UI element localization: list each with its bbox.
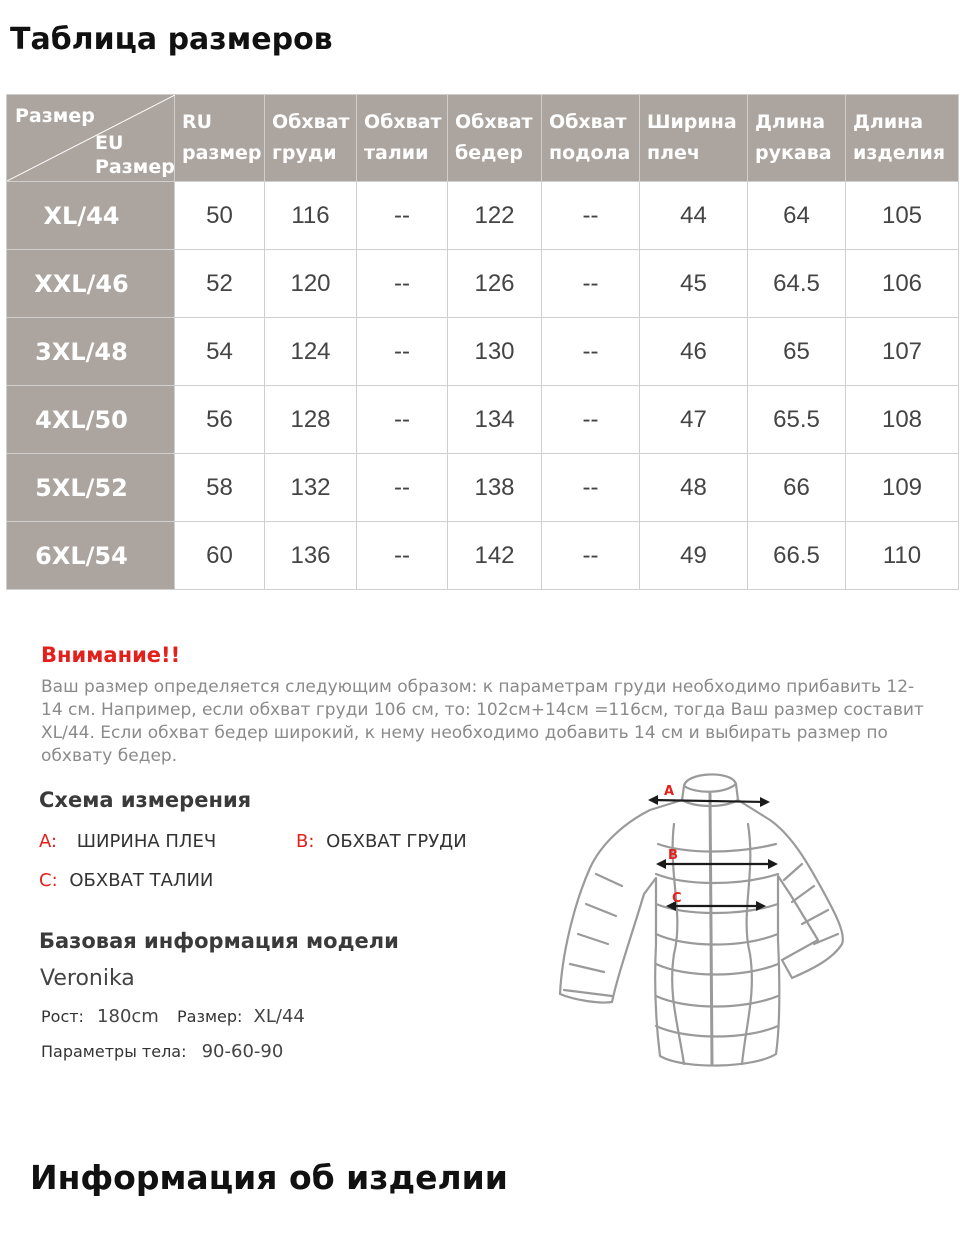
height-value: 180cm	[97, 1006, 159, 1027]
table-cell: 116	[265, 182, 357, 250]
table-cell: 136	[265, 522, 357, 590]
table-row	[7, 522, 959, 590]
legend-key-b: B:	[296, 831, 315, 852]
table-cell: 120	[265, 250, 357, 318]
column-header: RU размер	[175, 95, 265, 182]
legend-key-c: C:	[39, 870, 58, 891]
table-cell: 108	[846, 386, 959, 454]
table-cell: 142	[448, 522, 542, 590]
table-cell: 126	[448, 250, 542, 318]
table-cell: 65	[748, 318, 846, 386]
table-cell: 110	[846, 522, 959, 590]
table-cell: 109	[846, 454, 959, 522]
model-size-row	[177, 1006, 305, 1027]
table-cell: --	[542, 454, 640, 522]
height-label: Рост:	[41, 1007, 84, 1026]
size-label: Размер:	[177, 1007, 243, 1026]
params-value: 90-60-90	[201, 1041, 284, 1062]
table-cell: 45	[640, 250, 748, 318]
table-cell: 64	[748, 182, 846, 250]
table-cell: 132	[265, 454, 357, 522]
corner-eu-label: EU Размер	[95, 132, 175, 178]
table-cell: 66.5	[748, 522, 846, 590]
params-label: Параметры тела:	[41, 1042, 187, 1061]
jacket-diagram	[556, 764, 846, 1074]
model-height-row	[41, 1006, 159, 1027]
size-value: XL/44	[253, 1006, 305, 1027]
legend-item-c	[39, 870, 213, 891]
column-header: Обхват подола	[542, 95, 640, 182]
column-header: Обхват талии	[357, 95, 448, 182]
row-size-label: XL/44	[7, 182, 175, 250]
model-heading: Базовая информация модели	[39, 929, 399, 953]
table-cell: 47	[640, 386, 748, 454]
table-cell: --	[357, 182, 448, 250]
table-cell: 124	[265, 318, 357, 386]
model-name: Veronika	[40, 966, 135, 991]
table-cell: 48	[640, 454, 748, 522]
table-cell: 64.5	[748, 250, 846, 318]
table-cell: 105	[846, 182, 959, 250]
row-size-label: 5XL/52	[7, 454, 175, 522]
table-cell: --	[357, 454, 448, 522]
table-cell: 54	[175, 318, 265, 386]
legend-item-b	[296, 831, 467, 852]
table-cell: 49	[640, 522, 748, 590]
table-cell: --	[542, 386, 640, 454]
row-size-label: 4XL/50	[7, 386, 175, 454]
table-row	[7, 250, 959, 318]
column-header: Ширина плеч	[640, 95, 748, 182]
row-size-label: 3XL/48	[7, 318, 175, 386]
diagram-label-a: A	[664, 784, 675, 799]
table-cell: 52	[175, 250, 265, 318]
row-size-label: 6XL/54	[7, 522, 175, 590]
column-header: Длина рукава	[748, 95, 846, 182]
table-cell: 66	[748, 454, 846, 522]
table-cell: 106	[846, 250, 959, 318]
legend-label-b: ОБХВАТ ГРУДИ	[326, 831, 467, 852]
table-cell: --	[357, 386, 448, 454]
table-cell: --	[542, 522, 640, 590]
table-cell: --	[542, 318, 640, 386]
table-cell: 44	[640, 182, 748, 250]
table-cell: --	[357, 250, 448, 318]
table-row	[7, 318, 959, 386]
legend-label-c: ОБХВАТ ТАЛИИ	[69, 870, 214, 891]
table-cell: 46	[640, 318, 748, 386]
table-cell: 134	[448, 386, 542, 454]
attention-text: Ваш размер определяется следующим образом: к параметрам груди необходимо прибавить 12-14 см. Например, если обхват груди 106 см, то: 102см+14см =116см, тогда Ваш размер составит XL/44. Если обхват бедер широкий, к нему необходимо добавить 14 см и выбирать размер по обхвату бедер.	[41, 677, 924, 766]
column-header: Обхват груди	[265, 95, 357, 182]
legend-item-a	[39, 831, 216, 852]
column-header: Обхват бедер	[448, 95, 542, 182]
table-cell: 130	[448, 318, 542, 386]
table-cell: 128	[265, 386, 357, 454]
attention-title: Внимание!!	[41, 643, 181, 667]
corner-size-label: Размер	[15, 105, 95, 127]
table-cell: --	[542, 250, 640, 318]
table-cell: --	[357, 318, 448, 386]
table-row	[7, 454, 959, 522]
legend-key-a: A:	[39, 831, 58, 852]
diagram-label-b: B	[668, 848, 678, 863]
model-params-row	[41, 1041, 283, 1062]
page-title: Таблица размеров	[10, 22, 333, 57]
diagram-label-c: C	[672, 891, 682, 906]
table-cell: 50	[175, 182, 265, 250]
column-header: Длина изделия	[846, 95, 959, 182]
table-cell: 65.5	[748, 386, 846, 454]
legend-label-a: ШИРИНА ПЛЕЧ	[76, 831, 217, 852]
table-row	[7, 386, 959, 454]
table-cell: 60	[175, 522, 265, 590]
row-size-label: XXL/46	[7, 250, 175, 318]
table-row	[7, 182, 959, 250]
size-table	[6, 94, 959, 590]
measure-heading: Схема измерения	[39, 788, 252, 812]
table-cell: 122	[448, 182, 542, 250]
table-header-row	[7, 95, 959, 182]
product-info-title: Информация об изделии	[30, 1158, 508, 1197]
table-cell: 56	[175, 386, 265, 454]
table-corner-header	[7, 95, 175, 182]
table-cell: --	[542, 182, 640, 250]
table-cell: 58	[175, 454, 265, 522]
table-cell: 107	[846, 318, 959, 386]
table-cell: --	[357, 522, 448, 590]
table-cell: 138	[448, 454, 542, 522]
